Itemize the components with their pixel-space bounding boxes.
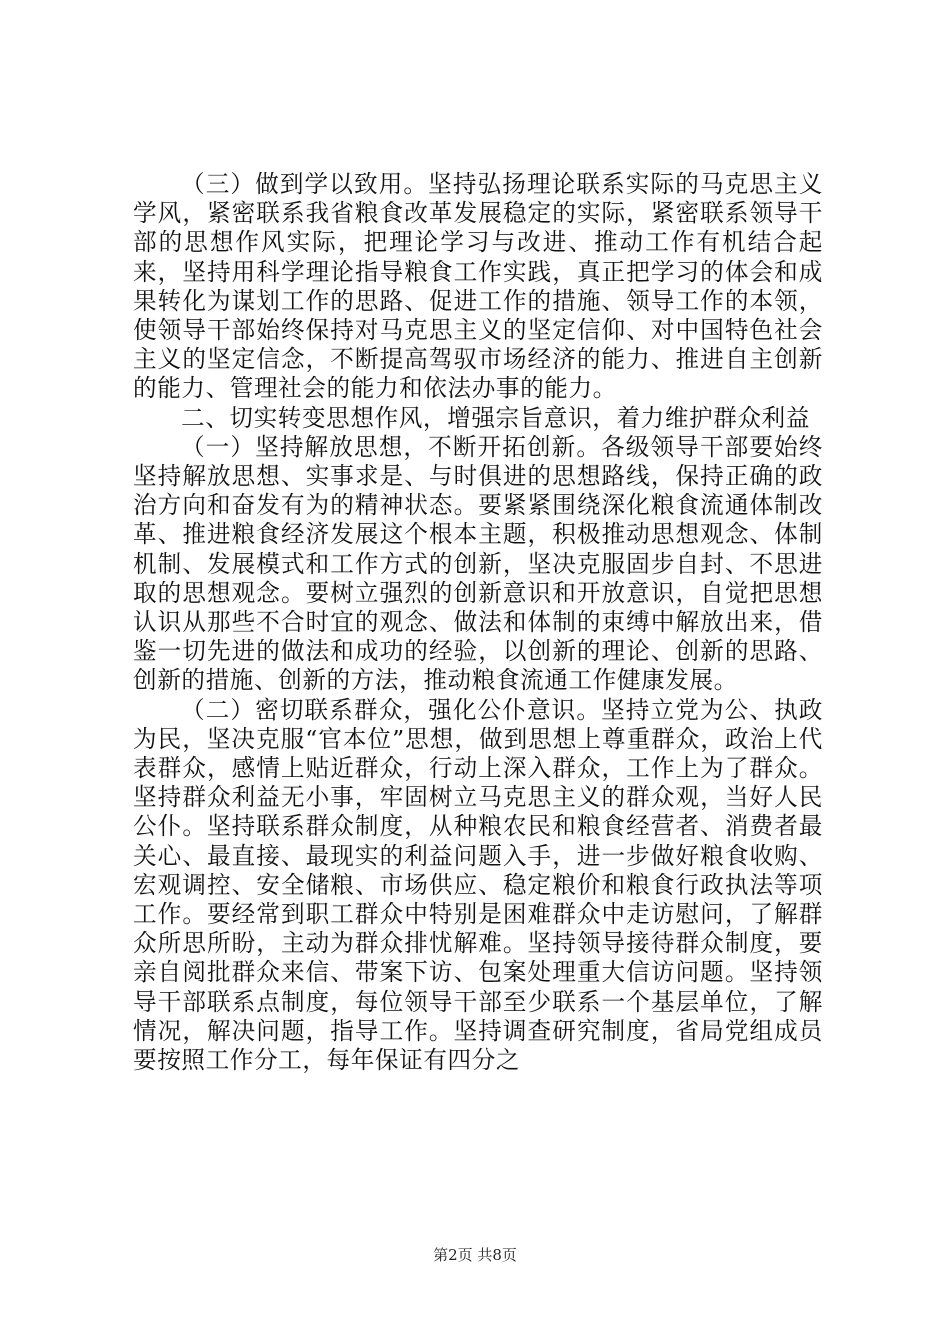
document-body: [133, 170, 823, 1075]
paragraph-contact-masses: （二）密切联系群众，强化公仆意识。坚持立党为公、执政为民，坚决克服“官本位”思想，做到思想上尊重群众，政治上代表群众，感情上贴近群众，行动上深入群众，工作上为了群众。坚持群众利益无小事，牢固树立马克思主义的群众观，当好人民公仆。坚持联系群众制度，从种粮农民和粮食经营者、消费者最关心、最直接、最现实的利益问题入手，进一步做好粮食收购、宏观调控、安全储粮、市场供应、稳定粮价和粮食行政执法等项工作。要经常到职工群众中特别是困难群众中走访慰问，了解群众所思所盼，主动为群众排忧解难。坚持领导接待群众制度，要亲自阅批群众来信、带案下访、包案处理重大信访问题。坚持领导干部联系点制度，每位领导干部至少联系一个基层单位，了解情况，解决问题，指导工作。坚持调查研究制度，省局党组成员要按照工作分工，每年保证有四分之: [133, 695, 823, 1075]
paragraph-apply-learning: （三）做到学以致用。坚持弘扬理论联系实际的马克思主义学风，紧密联系我省粮食改革发展稳定的实际，紧密联系领导干部的思想作风实际，把理论学习与改进、推动工作有机结合起来，坚持用科学理论指导粮食工作实践，真正把学习的体会和成果转化为谋划工作的思路、促进工作的措施、领导工作的本领，使领导干部始终保持对马克思主义的坚定信仰、对中国特色社会主义的坚定信念，不断提高驾驭市场经济的能力、推进自主创新的能力、管理社会的能力和依法办事的能力。: [133, 170, 823, 403]
page-number-footer: 第2页 共8页: [433, 1246, 517, 1264]
paragraph-emancipate-thinking: （一）坚持解放思想，不断开拓创新。各级领导干部要始终坚持解放思想、实事求是、与时俱进的思想路线，保持正确的政治方向和奋发有为的精神状态。要紧紧围绕深化粮食流通体制改革、推进粮食经济发展这个根本主题，积极推动思想观念、体制机制、发展模式和工作方式的创新，坚决克服固步自封、不思进取的思想观念。要树立强烈的创新意识和开放意识，自觉把思想认识从那些不合时宜的观念、做法和体制的束缚中解放出来，借鉴一切先进的做法和成功的经验，以创新的理论、创新的思路、创新的措施、创新的方法，推动粮食流通工作健康发展。: [133, 432, 823, 695]
section-heading-two: 二、切实转变思想作风，增强宗旨意识，着力维护群众利益: [181, 403, 811, 432]
